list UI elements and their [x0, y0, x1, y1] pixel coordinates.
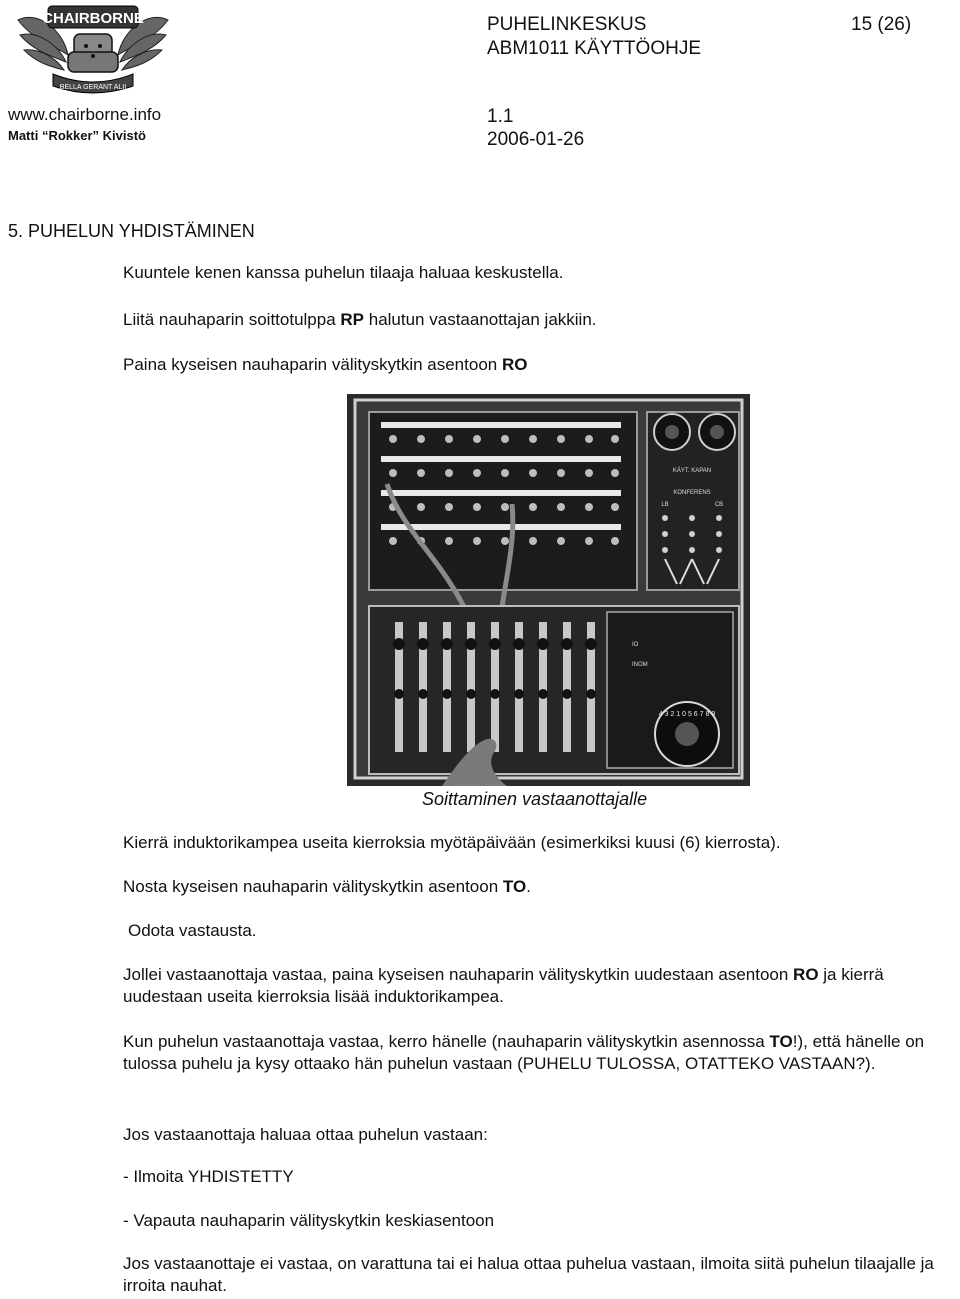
- version-number: 1.1: [487, 106, 514, 127]
- paragraph-wait: Odota vastausta.: [128, 921, 257, 940]
- paragraph-answer: Kun puhelun vastaanottaja vastaa, kerro hänelle (nauhaparin välityskytkin asennossa TO!), että hänelle on tulossa puhelu ja kysy ottaako hän puhelun vastaan (PUHELU TULOSSA, OTATTEKO VASTAAN?).: [123, 1032, 925, 1073]
- paragraph-connect-plug: Liitä nauhaparin soittotulppa RP halutun vastaanottajan jakkiin.: [123, 310, 597, 329]
- photo-label-lb: LB: [661, 502, 669, 508]
- paragraph-busy: Jos vastaanottaje ei vastaa, on varattuna tai ei halua ottaa puhelua vastaan, ilmoita siitä puhelun tilaajalle ja irroita nauhat.: [123, 1254, 934, 1295]
- paragraph-crank: Kierrä induktorikampea useita kierroksia myötäpäivään (esimerkiksi kuusi (6) kierrosta).: [123, 833, 781, 852]
- chairborne-logo: [8, 0, 178, 100]
- paragraph-press-ro: Paina kyseisen nauhaparin välityskytkin asentoon RO: [123, 355, 528, 374]
- paragraph-raise-to: Nosta kyseisen nauhaparin välityskytkin asentoon TO.: [123, 877, 531, 896]
- photo-caption: Soittaminen vastaanottajalle: [422, 789, 648, 809]
- photo-label-ksr: KÄYT. KAPAN: [672, 468, 712, 474]
- doc-title: PUHELINKESKUS: [487, 14, 647, 35]
- paragraph-listen: Kuuntele kenen kanssa puhelun tilaaja haluaa keskustella.: [123, 263, 564, 282]
- photo-label-inom: INOM: [632, 662, 648, 668]
- section-heading: 5. PUHELUN YHDISTÄMINEN: [8, 221, 255, 241]
- logo-text: CHAIRBORNE: [42, 10, 144, 27]
- paragraph-accept: Jos vastaanottaja haluaa ottaa puhelun vastaan:: [123, 1125, 488, 1144]
- switchboard-photo: [347, 394, 750, 786]
- list-item-release: - Vapauta nauhaparin välityskytkin keskiasentoon: [123, 1211, 495, 1230]
- author-name: Matti “Rokker” Kivistö: [8, 128, 146, 143]
- photo-label-cb: CB: [714, 502, 724, 508]
- doc-date: 2006-01-26: [487, 129, 585, 150]
- switchboard-illustration: [347, 394, 750, 786]
- dial-numbers: 4 3 2 1 0 5 6 7 8 9: [658, 711, 716, 718]
- logo-subtext: BELLA GERANT ALII: [59, 84, 127, 91]
- photo-label-konf: KONFERENS: [673, 490, 711, 496]
- list-item-announce: - Ilmoita YHDISTETTY: [123, 1167, 294, 1186]
- page-number: 15 (26): [851, 14, 912, 35]
- paragraph-no-answer: Jollei vastaanottaja vastaa, paina kyseisen nauhaparin välityskytkin uudestaan asentoon RO ja kierrä uudestaan useita kierroksia lisää induktorikampea.: [123, 965, 884, 1006]
- doc-subtitle: ABM1011 KÄYTTÖOHJE: [487, 38, 701, 59]
- logo-graphic: [8, 0, 178, 100]
- photo-label-io: IO: [632, 642, 639, 648]
- website-link[interactable]: www.chairborne.info: [8, 105, 162, 124]
